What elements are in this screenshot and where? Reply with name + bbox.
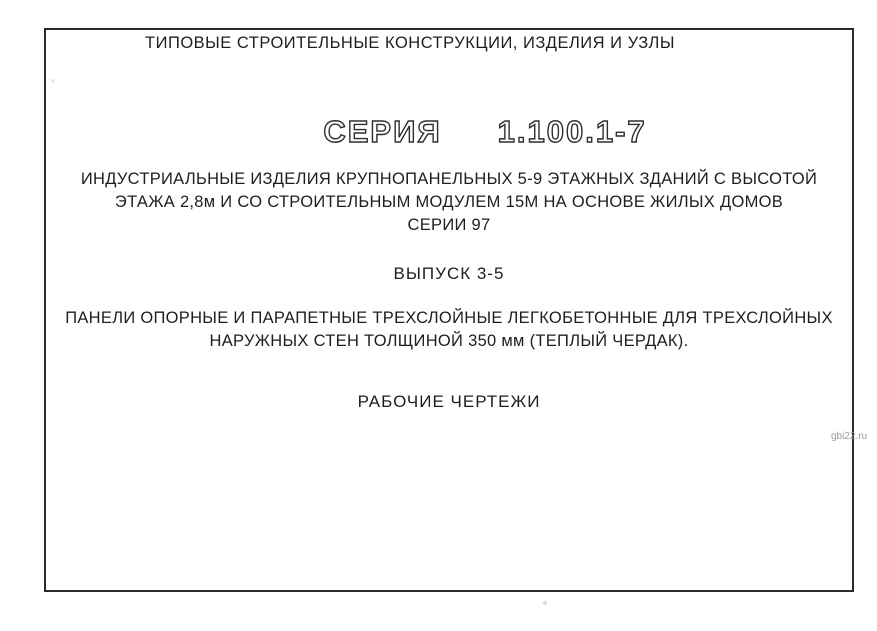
series-title (46, 114, 852, 150)
series-label: СЕРИЯ (323, 114, 442, 149)
page-frame (44, 28, 854, 592)
document-category-title: ТИПОВЫЕ СТРОИТЕЛЬНЫЕ КОНСТРУКЦИИ, ИЗДЕЛИЯ И УЗЛЫ (145, 34, 675, 52)
scan-artifact (51, 79, 55, 83)
description-line: ИНДУСТРИАЛЬНЫЕ ИЗДЕЛИЯ КРУПНОПАНЕЛЬНЫХ 5-9 ЭТАЖНЫХ ЗДАНИЙ С ВЫСОТОЙ (80, 170, 818, 188)
description-line: ЭТАЖА 2,8м И СО СТРОИТЕЛЬНЫМ МОДУЛЕМ 15М НА ОСНОВЕ ЖИЛЫХ ДОМОВ (114, 193, 784, 211)
series-number: 1.100.1-7 (497, 114, 647, 149)
watermark: gbi22.ru (831, 431, 868, 442)
scan-artifact (543, 601, 547, 605)
document-type: РАБОЧИЕ ЧЕРТЕЖИ (357, 392, 541, 411)
issue-number: ВЫПУСК 3-5 (393, 264, 505, 283)
subject-description (46, 307, 852, 353)
subject-line: ПАНЕЛИ ОПОРНЫЕ И ПАРАПЕТНЫЕ ТРЕХСЛОЙНЫЕ ЛЕГКОБЕТОННЫЕ ДЛЯ ТРЕХСЛОЙНЫХ (65, 309, 833, 327)
document-description (46, 168, 852, 237)
description-line: СЕРИИ 97 (407, 216, 491, 234)
subject-line: НАРУЖНЫХ СТЕН ТОЛЩИНОЙ 350 мм (ТЕПЛЫЙ ЧЕРДАК). (209, 332, 689, 350)
